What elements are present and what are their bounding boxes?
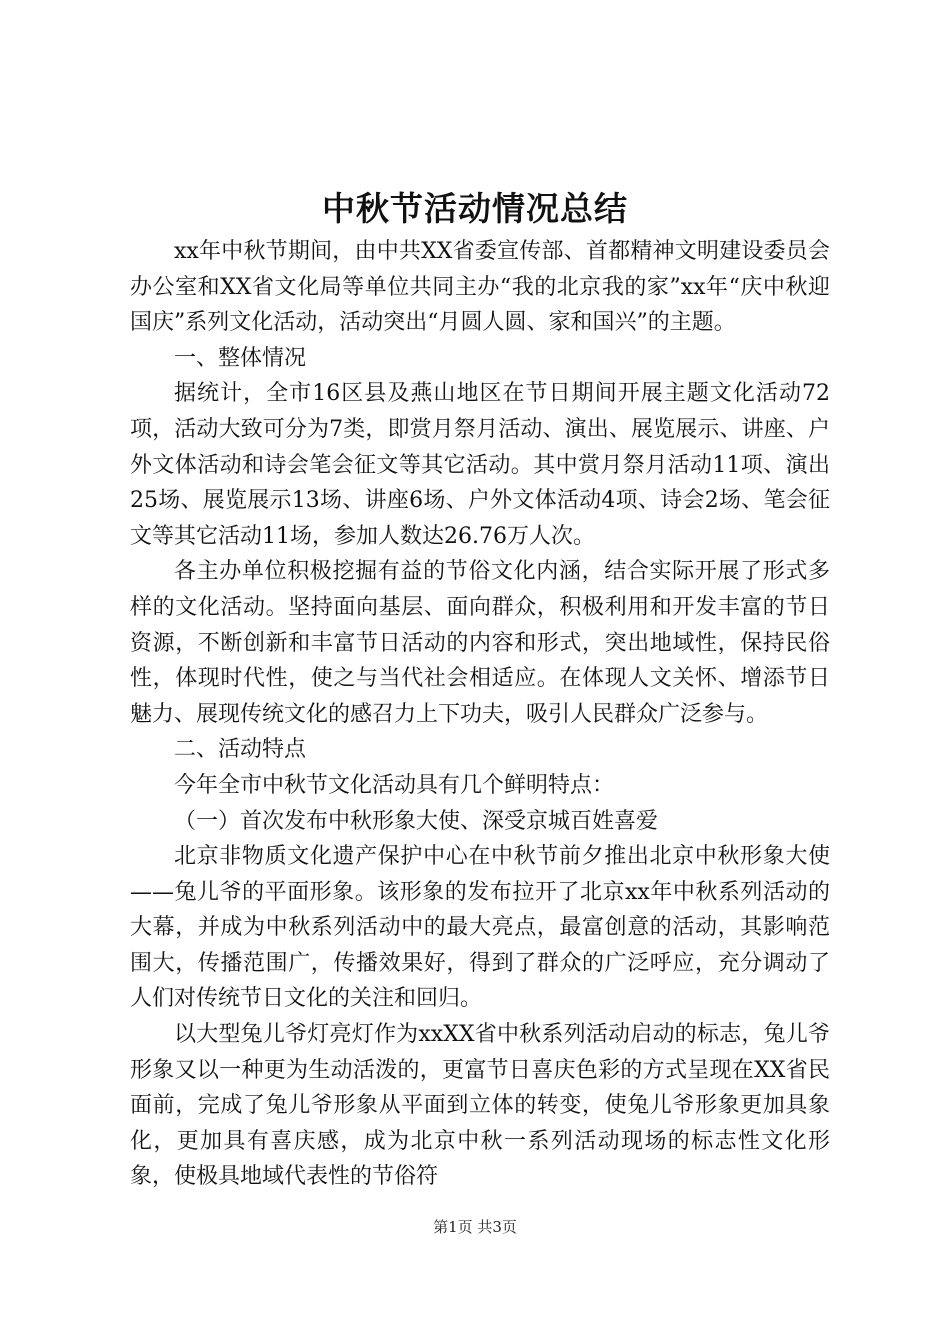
paragraph-lantern: 以大型兔儿爷灯亮灯作为xxXX省中秋系列活动启动的标志，兔儿爷形象又以一种更为生动活泼的，更富节日喜庆色彩的方式呈现在XX省民面前，完成了兔儿爷形象从平面到立体的转变，使兔儿爷形象更加具象化，更加具有喜庆感，成为北京中秋一系列活动现场的标志性文化形象，使极具地域代表性的节俗符	[130, 1022, 830, 1190]
section-heading-overall: 一、整体情况	[174, 345, 307, 371]
paragraph-ambassador: 北京非物质文化遗产保护中心在中秋节前夕推出北京中秋形象大使——兔儿爷的平面形象。该形象的发布拉开了北京xx年中秋系列活动的大幕，并成为中秋系列活动中的最大亮点，最富创意的活动，其影响范围大，传播范围广，传播效果好，得到了群众的广泛呼应，充分调动了人们对传统节日文化的关注和回归。	[130, 844, 830, 1012]
page-footer: 第1页 共3页	[433, 1218, 517, 1236]
document-title: 中秋节活动情况总结	[322, 189, 628, 228]
paragraph-features-intro: 今年全市中秋节文化活动具有几个鲜明特点：	[174, 772, 615, 798]
section-heading-features: 二、活动特点	[174, 737, 307, 763]
subsection-heading-ambassador: （一）首次发布中秋形象大使、深受京城百姓喜爱	[174, 808, 659, 834]
paragraph-organizers: 各主办单位积极挖掘有益的节俗文化内涵，结合实际开展了形式多样的文化活动。坚持面向基层、面向群众，积极利用和开发丰富的节日资源，不断创新和丰富节日活动的内容和形式，突出地域性，保持民俗性，体现时代性，使之与当代社会相适应。在体现人文关怀、增添节日魅力、展现传统文化的感召力上下功夫，吸引人民群众广泛参与。	[130, 559, 830, 727]
paragraph-statistics: 据统计，全市16区县及燕山地区在节日期间开展主题文化活动72项，活动大致可分为7类，即赏月祭月活动、演出、展览展示、讲座、户外文体活动和诗会笔会征文等其它活动。其中赏月祭月活动11项、演出25场、展览展示13场、讲座6场、户外文体活动4项、诗会2场、笔会征文等其它活动11场，参加人数达26.76万人次。	[130, 381, 830, 549]
document-body	[130, 234, 830, 1195]
paragraph-intro: xx年中秋节期间，由中共XX省委宣传部、首都精神文明建设委员会办公室和XX省文化局等单位共同主办“我的北京我的家”xx年“庆中秋迎国庆”系列文化活动，活动突出“月圆人圆、家和国兴”的主题。	[130, 239, 830, 336]
